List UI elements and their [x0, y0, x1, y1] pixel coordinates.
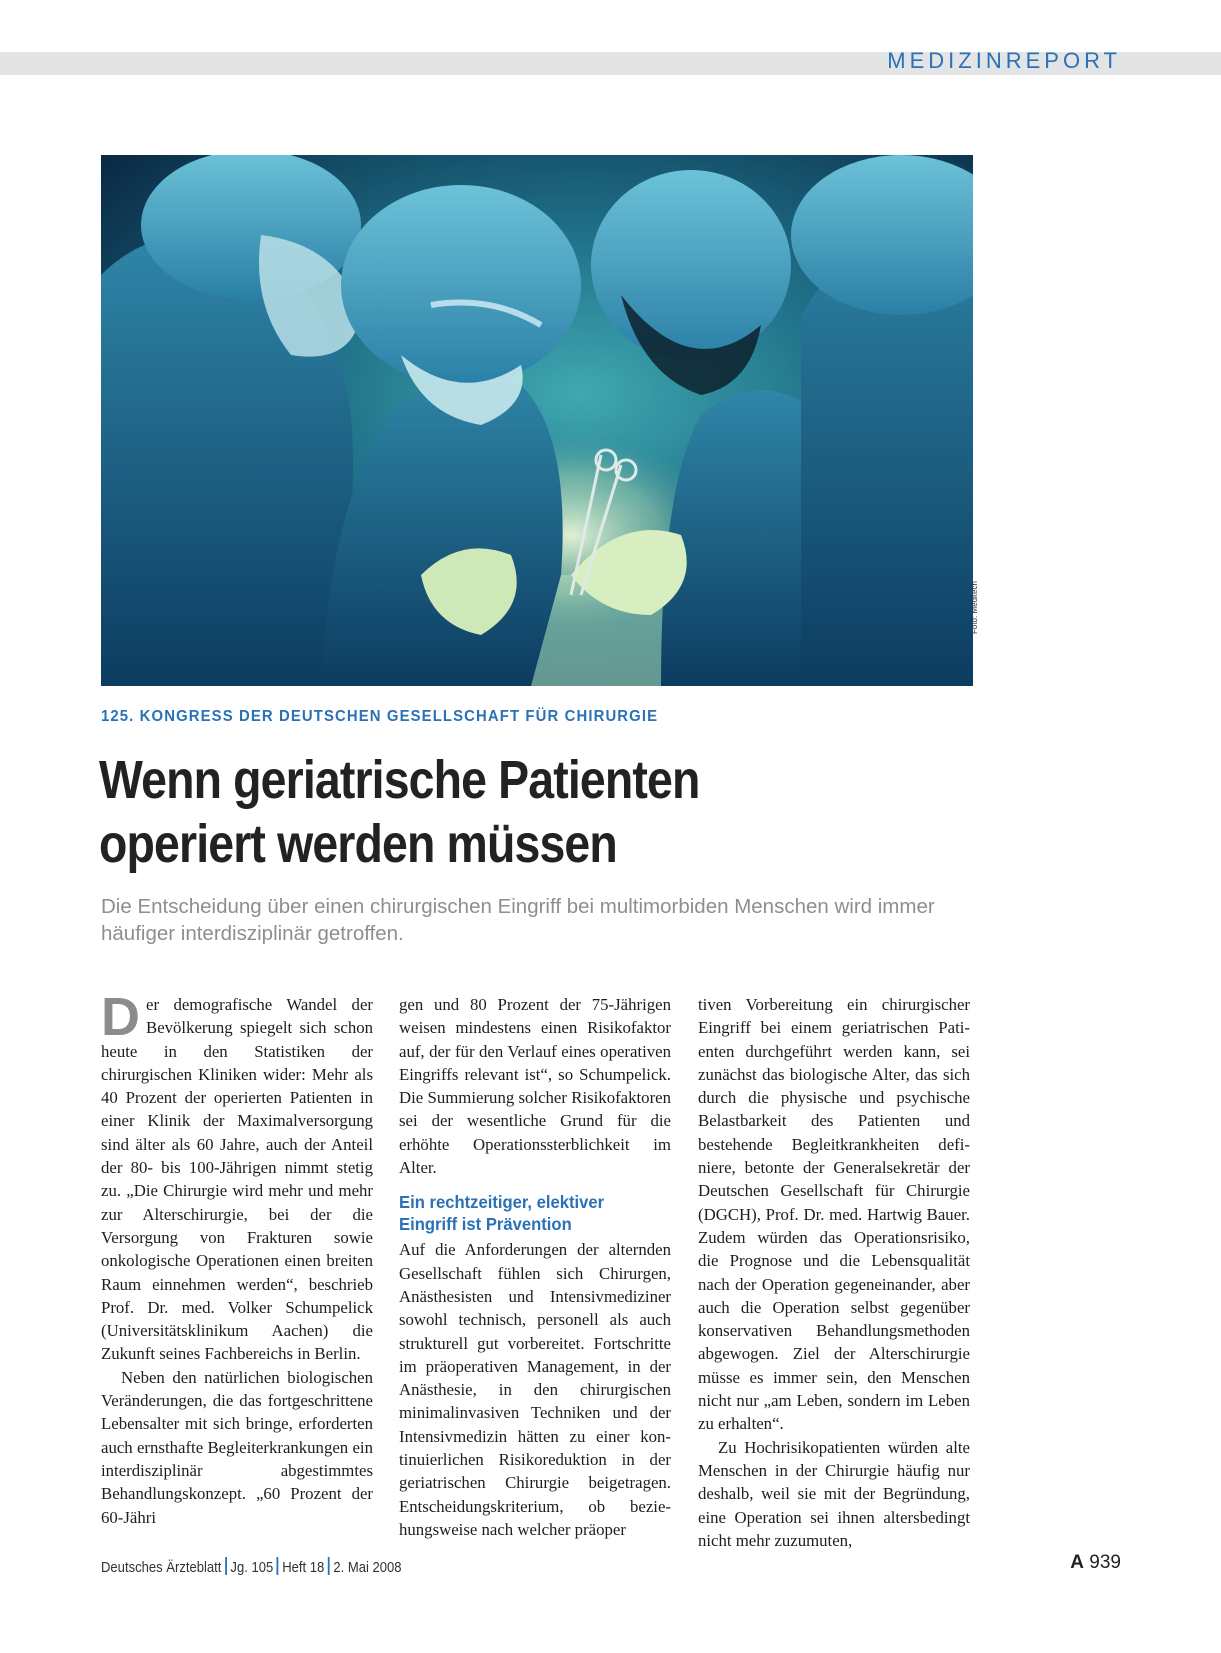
article-kicker: 125. KONGRESS DER DEUTSCHEN GESELLSCHAFT FÜR CHIRURGIE [101, 708, 659, 725]
page-number-value: 939 [1089, 1552, 1121, 1573]
section-label: MEDIZINREPORT [887, 48, 1121, 73]
paragraph: gen und 80 Prozent der 75-Jährigen weisen mindestens einen Risikofaktor auf, der für den Verlauf eines operativen Eingriffs relevant ist“, so Schumpelick. Die Summierung solcher Risikofaktoren sei der wesentliche Grund für die erhöhte Operationssterblichkeit im Alter. [399, 995, 671, 1178]
article-photo [101, 155, 973, 686]
photo-credit: Foto: Meditech [970, 581, 979, 634]
paragraph: tiven Vorbereitung ein chirurgischer Eingriff bei einem geriatrischen Patienten durchgeführt werden kann, sei zunächst das biologische Alter, das sich durch die physische und psychische Belastbarkeit des Patienten und bestehende Begleitkrankheiten definiere, betonte der Generalsekretär der Deutschen Gesellschaft für Chirurgie (DGCH), Prof. Dr. med. Hartwig Bauer. Zudem würden das Operationsrisiko, die Prognose und die Lebensqualität nach der Operation gegeneinander, aber auch die Operation selbst gegenüber konservativen Behandlungsmethoden abgewogen. Ziel der Alterschirurgie müsse es immer sein, den Menschen nicht nur „am Leben, sondern im Leben zu erhalten“. [698, 995, 970, 1434]
text-column-3 [698, 993, 970, 1552]
paragraph [101, 987, 373, 1366]
divider [277, 1557, 279, 1575]
footer-citation [101, 1557, 402, 1576]
page-prefix: A [1070, 1552, 1085, 1573]
section-subheading: Ein rechtzeitiger, elektiver Eingriff ist Prävention [399, 1192, 605, 1235]
surgery-photo-illustration [101, 155, 973, 686]
paragraph-text: er demografische Wandel der Bevölkerung spiegelt sich schon heute in den Statistiken der chirurgischen Kliniken wider: Mehr als 40 Prozent der operierten Patienten in einer Klinik der Maximalversorgung sind älter als 60 Jahre, auch der Anteil der 80- bis 100-Jährigen nimmt stetig zu. „Die Chirurgie wird mehr und mehr zur Alterschirurgie, bei der die Versorgung von Frakturen sowie onkologische Operationen einen breiten Raum einnehmen werden“, beschrieb Prof. Dr. med. Volker Schumpelick (Universitätsklinikum Aachen) die Zukunft seines Fachbereichs in Berlin. [101, 995, 373, 1364]
paragraph: Auf die Anforderungen der alternden Gesellschaft fühlen sich Chirurgen, Anästhesisten und Intensivmediziner sowohl technisch, personell als auch strukturell gut vorbereitet. Fortschritte im präoperativen Management, in der Anästhesie, in den chirurgischen minimalinvasiven Techniken und der Intensivmedizin hätten zu einer kontinuierlichen Risikoreduktion in der geriatrischen Chirurgie beigetragen. Entscheidungskriterium, ob beziehungsweise nach welcher präoper [399, 1240, 671, 1539]
volume: Jg. 105 [230, 1560, 274, 1576]
text-column-1 [101, 987, 373, 1529]
divider [328, 1557, 330, 1575]
article-subhead: Die Entscheidung über einen chirurgischen Eingriff bei multimorbiden Menschen wird immer häufiger interdisziplinär getroffen. [101, 895, 935, 945]
journal-name: Deutsches Ärzteblatt [101, 1560, 222, 1576]
issue: Heft 18 [282, 1560, 325, 1576]
date: 2. Mai 2008 [333, 1560, 402, 1576]
dropcap: D [101, 987, 140, 1047]
paragraph: Neben den natürlichen biologischen Veränderungen, die das fortgeschrittene Lebensalter mit sich bringe, erforderten auch ernsthafte Begleiterkrankungen ein interdisziplinär abgestimmtes Behandlungskonzept. „60 Prozent der 60-Jähri [101, 1367, 373, 1527]
article-headline: Wenn geriatrische Patienten operiert werden müssen [99, 750, 700, 874]
page-number [1070, 1552, 1121, 1574]
paragraph: Zu Hochrisikopatienten würden alte Menschen in der Chirurgie häufig nur deshalb, weil sie mit der Begründung, eine Operation sei ihnen altersbedingt nicht mehr zuzumuten, [698, 1437, 970, 1550]
divider [225, 1557, 227, 1575]
text-column-2 [399, 993, 671, 1541]
